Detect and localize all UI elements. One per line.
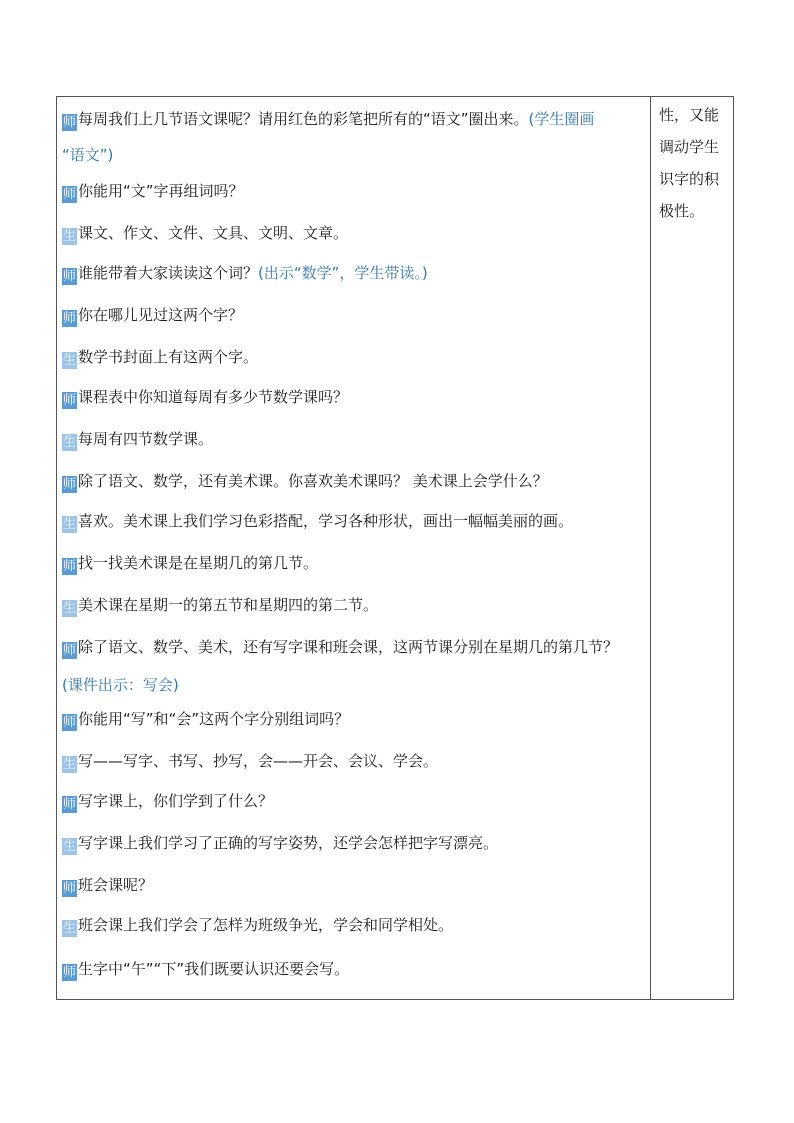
dialogue-text: 写——写字、书写、抄写，会——开会、会议、学会。 bbox=[78, 752, 439, 770]
dialogue-row bbox=[62, 511, 648, 533]
student-badge-icon: 生 bbox=[62, 921, 76, 936]
dialogue-row bbox=[62, 109, 648, 131]
dialogue-text: 你能用“写”和“会”这两个字分别组词吗？ bbox=[78, 710, 350, 728]
teacher-badge-icon: 师 bbox=[62, 393, 76, 408]
dialogue-text: 你能用“文”字再组词吗？ bbox=[78, 182, 244, 200]
dialogue-row bbox=[62, 145, 648, 165]
dialogue-text: 写字课上，你们学到了什么？ bbox=[78, 792, 274, 810]
dialogue-text: 课文、作文、文件、文具、文明、文章。 bbox=[78, 224, 349, 242]
dialogue-row bbox=[62, 347, 648, 369]
dialogue-text: 数学书封面上有这两个字。 bbox=[78, 348, 259, 366]
teacher-badge-icon: 师 bbox=[62, 311, 76, 326]
teacher-badge-icon: 师 bbox=[62, 559, 76, 574]
dialogue-row bbox=[62, 709, 648, 731]
dialogue-row bbox=[62, 637, 648, 659]
stage-note: (课件出示：写会) bbox=[62, 676, 179, 694]
dialogue-row bbox=[62, 915, 648, 937]
dialogue-row bbox=[62, 471, 648, 493]
dialogue-text: 每周我们上几节语文课呢？请用红色的彩笔把所有的“语文”圈出来。 bbox=[78, 110, 529, 128]
stage-note: “语文”) bbox=[62, 146, 114, 164]
dialogue-text: 每周有四节数学课。 bbox=[78, 430, 214, 448]
dialogue-row bbox=[62, 181, 648, 203]
lesson-table bbox=[56, 96, 734, 1000]
dialogue-row bbox=[62, 305, 648, 327]
side-text-line: 识字的积 bbox=[659, 170, 720, 188]
dialogue-text: 除了语文、数学，还有美术课。你喜欢美术课吗？ 美术课上会学什么？ bbox=[78, 472, 548, 490]
dialogue-text: 课程表中你知道每周有多少节数学课吗？ bbox=[78, 388, 349, 406]
dialogue-text: 生字中“午”“下”我们既要认识还要会写。 bbox=[78, 960, 350, 978]
dialogue-row bbox=[62, 791, 648, 813]
teacher-badge-icon: 师 bbox=[62, 477, 76, 492]
dialogue-text: 你在哪儿见过这两个字？ bbox=[78, 306, 244, 324]
student-badge-icon: 生 bbox=[62, 757, 76, 772]
dialogue-row bbox=[62, 959, 648, 981]
teacher-badge-icon: 师 bbox=[62, 715, 76, 730]
teacher-badge-icon: 师 bbox=[62, 269, 76, 284]
teacher-badge-icon: 师 bbox=[62, 965, 76, 980]
dialogue-text: 写字课上我们学习了正确的写字姿势，还学会怎样把字写漂亮。 bbox=[78, 834, 499, 852]
dialogue-text: 除了语文、数学、美术，还有写字课和班会课，这两节课分别在星期几的第几节？ bbox=[78, 638, 619, 656]
dialogue-row bbox=[62, 387, 648, 409]
dialogue-row bbox=[62, 751, 648, 773]
dialogue-row bbox=[62, 553, 648, 575]
dialogue-row bbox=[62, 263, 648, 285]
teacher-badge-icon: 师 bbox=[62, 797, 76, 812]
student-badge-icon: 生 bbox=[62, 601, 76, 616]
dialogue-row bbox=[62, 675, 648, 695]
stage-note: (出示“数学”，学生带读。) bbox=[258, 264, 428, 282]
side-text-line: 性，又能 bbox=[659, 106, 720, 124]
student-badge-icon: 生 bbox=[62, 353, 76, 368]
dialogue-column bbox=[57, 97, 650, 999]
teacher-badge-icon: 师 bbox=[62, 115, 76, 130]
side-text-line: 调动学生 bbox=[659, 138, 720, 156]
student-badge-icon: 生 bbox=[62, 517, 76, 532]
dialogue-row bbox=[62, 875, 648, 897]
dialogue-row bbox=[62, 833, 648, 855]
teacher-badge-icon: 师 bbox=[62, 643, 76, 658]
dialogue-text: 找一找美术课是在星期几的第几节。 bbox=[78, 554, 319, 572]
student-badge-icon: 生 bbox=[62, 839, 76, 854]
dialogue-text: 谁能带着大家读读这个词？ bbox=[78, 264, 259, 282]
student-badge-icon: 生 bbox=[62, 435, 76, 450]
dialogue-text: 班会课呢？ bbox=[78, 876, 154, 894]
design-intent-column bbox=[651, 97, 734, 999]
side-text-line: 极性。 bbox=[659, 202, 705, 220]
student-badge-icon: 生 bbox=[62, 229, 76, 244]
dialogue-row bbox=[62, 223, 648, 245]
teacher-badge-icon: 师 bbox=[62, 187, 76, 202]
dialogue-text: 喜欢。美术课上我们学习色彩搭配，学习各种形状，画出一幅幅美丽的画。 bbox=[78, 512, 574, 530]
dialogue-text: 美术课在星期一的第五节和星期四的第二节。 bbox=[78, 596, 379, 614]
dialogue-row bbox=[62, 429, 648, 451]
dialogue-row bbox=[62, 595, 648, 617]
stage-note: (学生圈画 bbox=[528, 110, 595, 128]
teacher-badge-icon: 师 bbox=[62, 881, 76, 896]
dialogue-text: 班会课上我们学会了怎样为班级争光，学会和同学相处。 bbox=[78, 916, 454, 934]
